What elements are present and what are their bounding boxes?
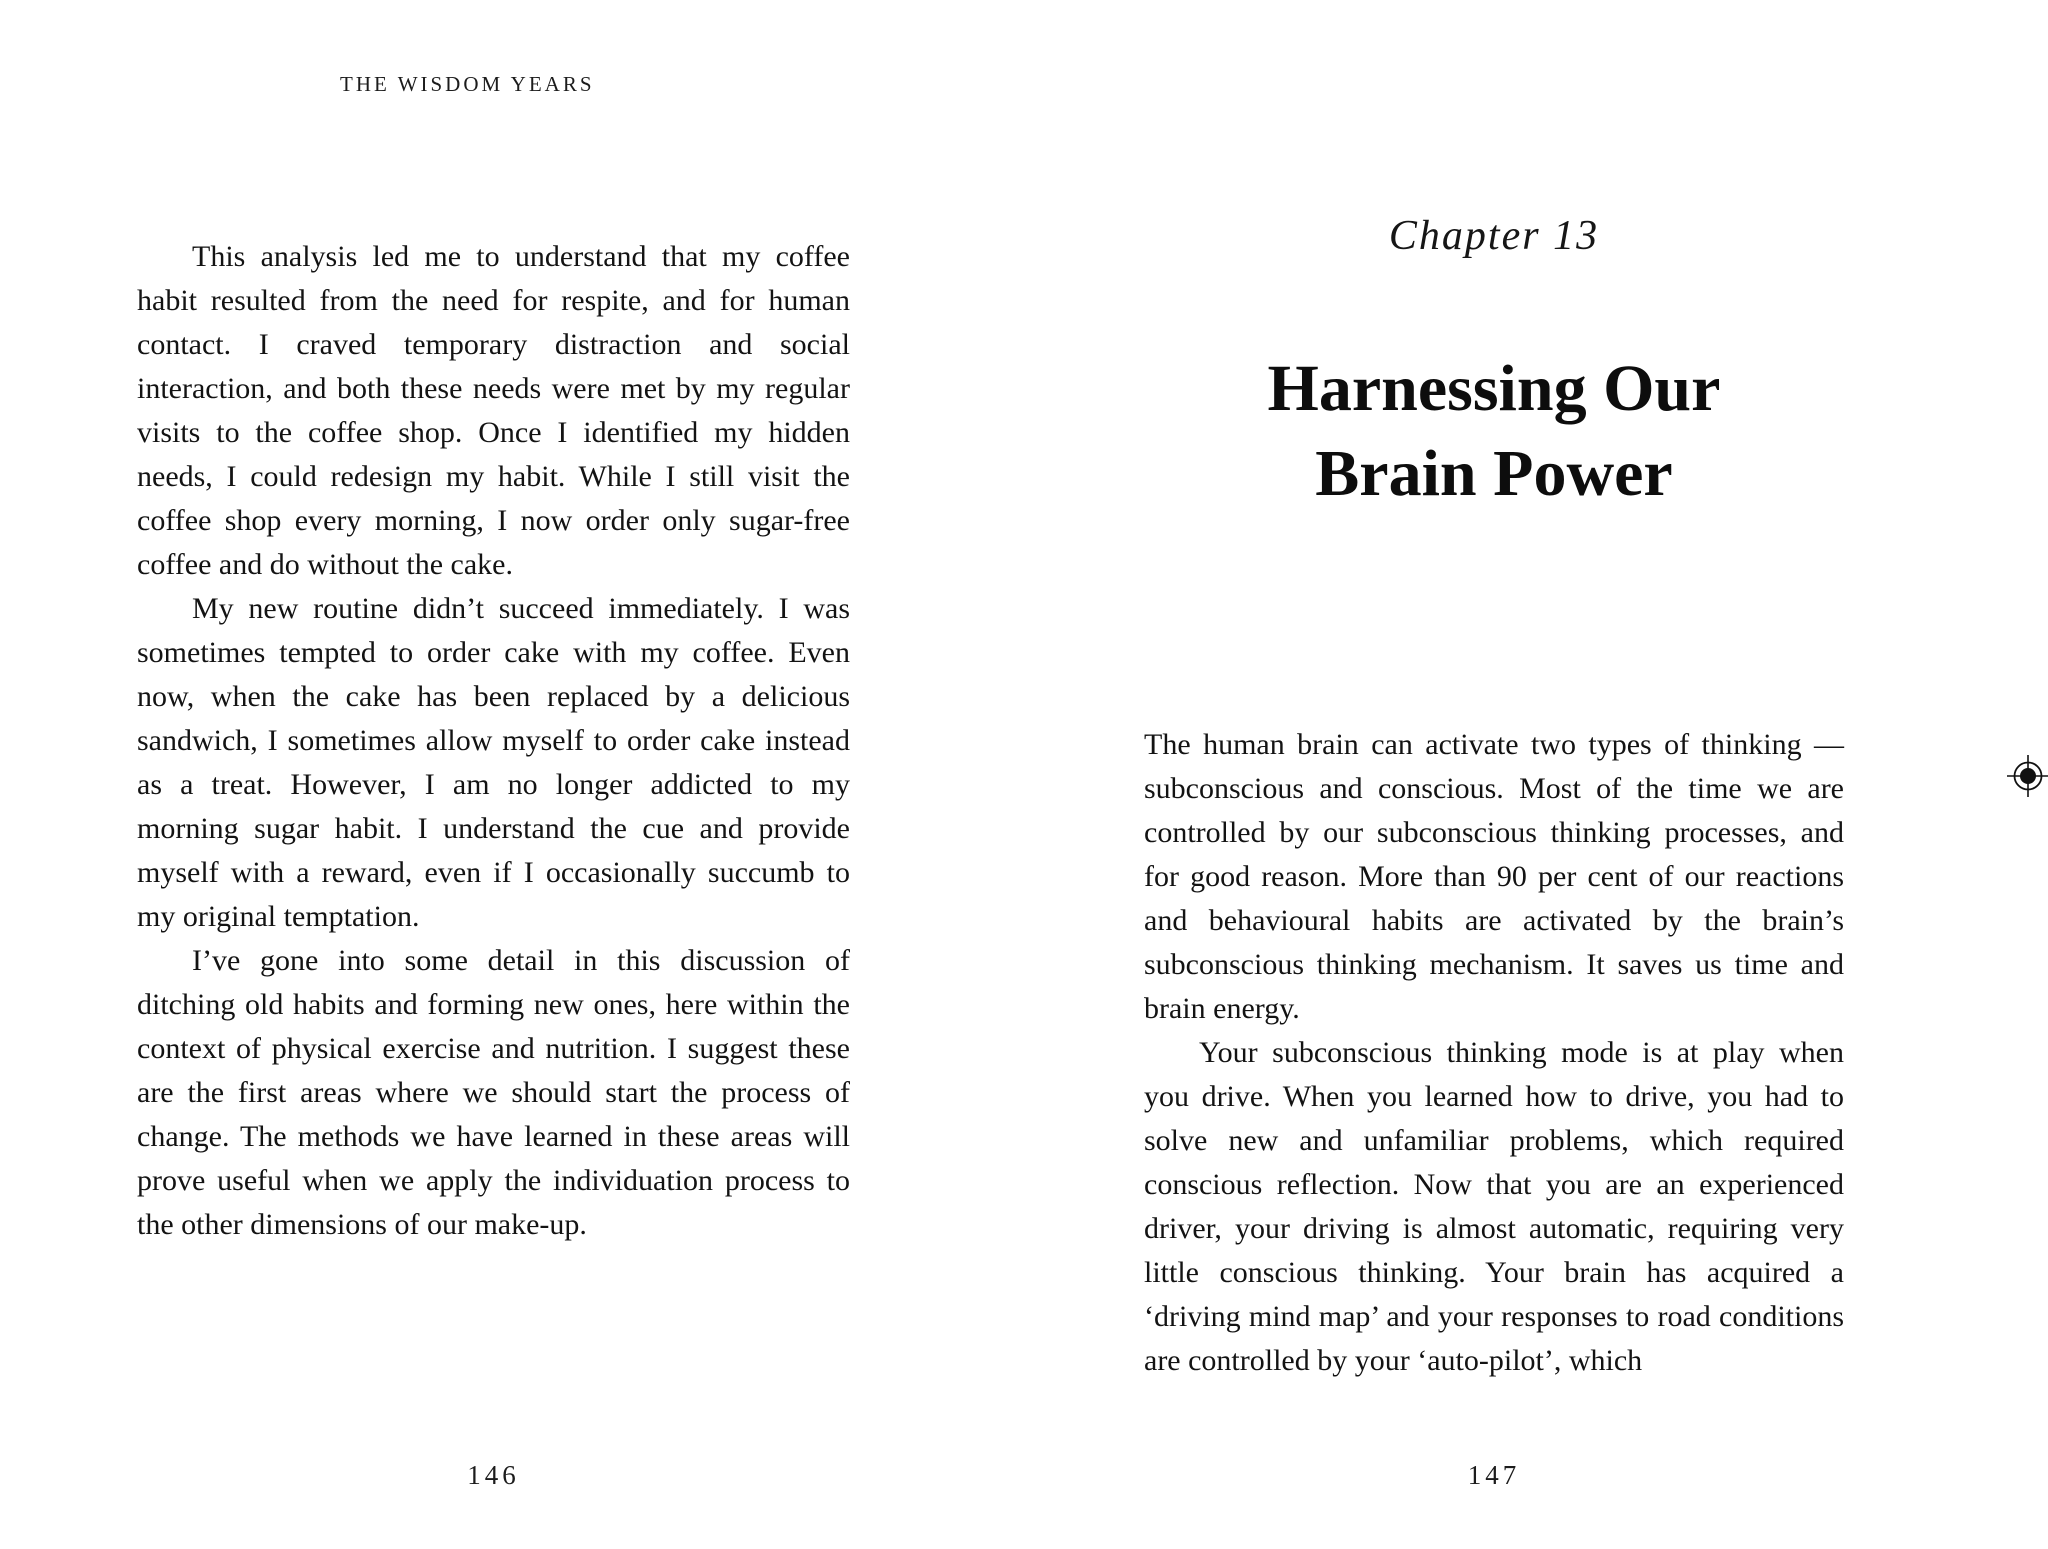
right-paragraph-1: The human brain can activate two types of thinking — subconscious and conscious. Most of the time we are controlled by our subconscious thinking processes, and for good reason. More than 90 per cent of our reactions and behavioural habits are activated by the brain’s subconscious thinking mechanism. It saves us time and brain energy. xyxy=(1144,728,1844,1025)
left-paragraph-2: My new routine didn’t succeed immediately. I was sometimes tempted to order cake with my coffee. Even now, when the cake has been replaced by a delicious sandwich, I sometimes allow myself to order cake instead as a treat. However, I am no longer addicted to my morning sugar habit. I understand the cue and provide myself with a reward, even if I occasionally succumb to my original temptation. xyxy=(137,592,850,933)
chapter-label: Chapter 13 xyxy=(1388,213,1600,259)
left-paragraph-1: This analysis led me to understand that my coffee habit resulted from the need for respite, and for human contact. I craved temporary distraction and social interaction, and both these needs were met by my regular visits to the coffee shop. Once I identified my hidden needs, I could redesign my habit. While I still visit the coffee shop every morning, I now order only sugar-free coffee and do without the cake. xyxy=(137,240,850,581)
chapter-title-line-2: Brain Power xyxy=(1315,437,1673,510)
right-page-number: 147 xyxy=(1467,1460,1521,1490)
registration-target-icon xyxy=(2000,748,2048,804)
left-page-number: 146 xyxy=(467,1460,520,1490)
chapter-title-line-1: Harnessing Our xyxy=(1267,352,1721,425)
right-page-body xyxy=(1144,723,1844,1383)
left-paragraph-3: I’ve gone into some detail in this discussion of ditching old habits and forming new ones, here within the context of physical exercise and nutrition. I suggest these are the first areas where we should start the process of change. The methods we have learned in these areas will prove useful when we apply the individuation process to the other dimensions of our make-up. xyxy=(137,944,850,1241)
left-page-body xyxy=(137,235,850,1247)
right-paragraph-2: Your subconscious thinking mode is at play when you drive. When you learned how to drive, you had to solve new and unfamiliar problems, which required conscious reflection. Now that you are an experienced driver, your driving is almost automatic, requiring very little conscious thinking. Your brain has acquired a ‘driving mind map’ and your responses to road conditions are controlled by your ‘auto-pilot’, which xyxy=(1144,1036,1844,1377)
chapter-title xyxy=(1144,346,1844,516)
running-head: THE WISDOM YEARS xyxy=(340,72,595,96)
